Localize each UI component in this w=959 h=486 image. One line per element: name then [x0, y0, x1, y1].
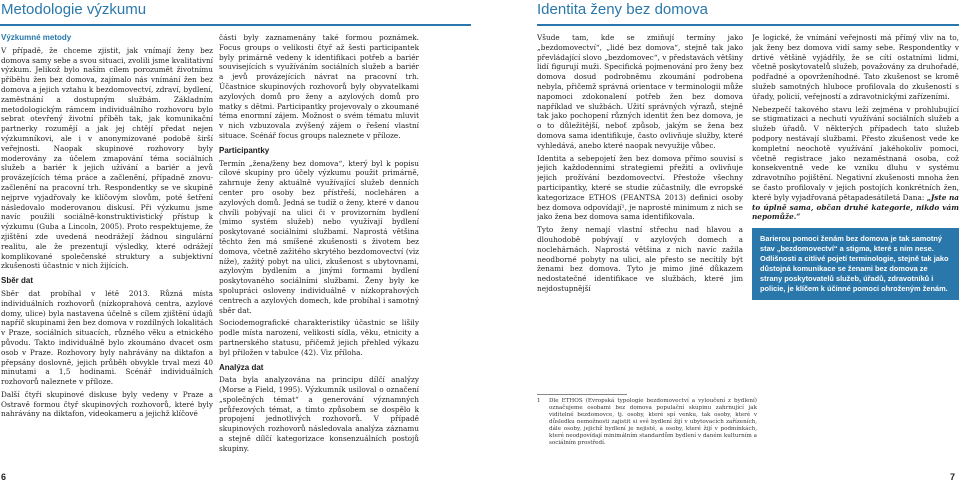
paragraph-characteristics: Sociodemografické charakteristiky účastnic se lišily podle místa narození, velikosti sídla, věku, etnicity a partnerského statusu, přičemž jejich přehled výkazu byl přiložen v tabulce (42). Viz příloha. [219, 318, 419, 357]
heading-research-methods: Výzkumné metody [1, 33, 72, 42]
paragraph-identity-2: Identita a sebepojetí žen bez domova přímo souvisí s jejich každodenními strategiemi přežití a ovlivňuje jejich prožívání bezdomovectví. Přestože všechny participantky, které se studie zúčastnily, dle evropské kategorizace ETHOS (FEANTSA 2013) definici osoby bez domova odpovídají¹, je naprosté minimum z nich se jako žena bez domova sama identifikovala. [537, 153, 743, 222]
column-4 [752, 33, 959, 405]
paragraph-methods: V případě, že chceme zjistit, jak vnímají ženy bez domova samy sebe a svou situaci, zvolili jsme kvalitativní výzkum. Jelikož bylo naším cílem porozumět životnímu příběhu žen bez domova, zajímalo nás vnímání žen bez domova a jejich vztahu k bezdomovectví, zdraví, bydlení, zaměstnání a dostupným službám. Základním metodologickým rámcem individuálního rozhovoru bylo sebrat otevřený životní příběh tak, jak komunikační partnerky rozumějí a jak jej chtějí předat nejen výzkumníkovi, ale i v anonymizované podobě širší veřejnosti. Naopak skupinové rozhovory byly moderovány za účelem zmapování téma sociálních služeb a bariér k jejich užívání a bariér a jevů provázejících téma práce a začlenění, případně znovu-začlenění na pracovní trh. Respondentky se ve skupině nejprve vyjadřovaly ke klíčovým slovům, poté šetření následovalo moderovanou diskusí. Při výzkumu jsme navíc použili sociálně-konstruktivistický přístup k výzkumu (Guba a Lincoln, 2005). Proto respektujeme, že zjištění zde uvedená neodrážejí žádnou singulární realitu, ale že prezentují výsledky, které odrážejí komplikované společenské struktury a subjektivní zkušenosti účastnic v nich žijících. [1, 45, 213, 271]
highlight-callout: Barierou pomoci ženám bez domova je tak samotný stav „bezdomovectví“ a stigma, které s ním nese. Odlišnosti a citlivé pojetí terminologie, stejně tak jako důstojná komunikace se ženami bez domova ze strany poskytovatelů služeb, úřadů, zdravotníků i policie, je klíčem k účinné pomoci ohroženým ženám. [752, 228, 959, 300]
paragraph-perception: Je logické, že vnímání veřejnosti má přímý vliv na to, jak ženy bez domova vidí samy sebe. Respondentky v drtivé většině vyjádřily, že se cítí ostatními lidmi, včetně poskytovatelů služeb, považovány za druhořadé, podřadné a opovrženíhodné. Tato zkušenost se kromě služeb samotných hluboce profilovala do zkušeností s úřady, policií, veřejností a zdravotnickými zařízeními. [752, 33, 959, 101]
column-1 [1, 33, 213, 479]
right-header-rule [537, 24, 959, 26]
paragraph-data-collection-2: Další čtyři skupinové diskuse byly vedeny v Praze a Ostravě formou čtyř skupinových rozhovorů, které byly nahrávány na diktafon, videokameru a jejichž klíčové [1, 389, 213, 419]
heading-data-collection: Sběr dat [1, 276, 34, 286]
paragraph-stigma-text: Nebezpečí takového stavu leží zejména v prohlubující se stigmatizaci a nechuti využívání sociálních služeb a služeb úřadů. V některých případech tato služeb podpory nestávají službami. Přesto zkušenost vede ke kompletní neochotě využívání jakéhokoliv pomoci, včetně registrace jako nezaměstnaná osoba, což konsekventně vede ke vzniku dluhu v systému zdravotního pojištění. Negativní zkušenosti mnoha žen se často profilovaly v jejich postojích konkrétních žen, které byly vyjadřovaná pětapadesátiletá Dana: [752, 104, 959, 202]
paragraph-identity-1: Všude tam, kde se zmiňují termíny jako „bezdomovectví“, „lidé bez domova“, stejně tak jako převládající slovo „bezdomovec“, v představách většiny lidí figurují muži. Specifická pojmenování pro ženy bez domova dosud podrobněmu zkoumání podrobena nebyla, přičemž správná orientace v terminologii může napomoci zdokonalení potřeb žen bez domova například ve službách. Užití správných výrazů, stejně tak jako pochopení různých identit žen bez domova, je o to důležitější, neboť způsob, jakým se žena bez domova sama identifikuje, často ovlivňuje služby, které vyhledává, anebo které naopak nevyužije vůbec. [537, 33, 743, 150]
paragraph-data-collection-1: Sběr dat probíhal v létě 2013. Různá místa individuálních rozhovorů (nízkoprahová centra, azylové domy, ulice) byla nastavena účelně s cílem zjištění údajů napříč skupinami žen bez domova v rozdílných lokalitách v Praze, sociálních situacích, různého věku a etnického původu. Takto individuálně bylo zkoumáno dvacet osm osob v Praze. Rozhovory byly nahrávány na diktafon a přepsány doslovně, jejich průběh obvykle trval mezi 40 minutami a 1,5 hodinami. Scénář individuálních rozhovorů naleznete v příloze. [1, 288, 213, 387]
paragraph-analysis: Data byla analyzována na principu dílčí analýzy (Morse a Field, 1995). Výzkumník usiloval o označení „společných témat“ a generování významných průřezových témat, a tímto způsobem se dospělo k propojení jednotlivých rozhovorů. V případě skupinových rozhovorů následovala analýza záznamu a stejně dílčí kategorizace konsenzuálních postojů skupiny. [219, 375, 419, 453]
page-number-left: 6 [1, 472, 7, 482]
footnote-text: Dle ETHOS (Evropská typologie bezdomovectví a vyloučení z bydlení) označujeme osobami bez domova populační skupinu zahrnující jak viditelné bezdomovce, tj. osoby, které spí venku, tak osoby, které v důsledku nemožnosti zajistit si své bydlení žijí v ubytovacích zařízeních, dále osoby, jejichž bydlení je nejisté, a osoby, které žijí v podmínkách, které neodpovídají minimálním standardům bydlení v daném kulturním a sociálním prostředí. [549, 398, 757, 446]
footnote-rule [537, 394, 627, 395]
quote-dana: „Jste na to úplně sama, občan druhé kategorie, nikdo vám nepomůže.“ [752, 192, 959, 222]
column-2 [219, 33, 419, 479]
heading-participants: Participantky [219, 145, 270, 155]
footnote [537, 398, 757, 447]
paragraph-stigma [752, 105, 959, 223]
right-page-title: Identita ženy bez domova [537, 1, 708, 18]
footnote-number: 1 [537, 398, 541, 404]
paragraph-identity-3: Tyto ženy nemají vlastní střechu nad hlavou a dlouhodobě pobývají v azylových domech a noclehárnách. Naprostá většina z nich navíc zažila neodborné pobyty na ulici, ale přesto se necítily být ženami bez domova. Tyto je mimo jiné důkazem nedostatečné identifikace ve službách, které jim nejdostupnější [537, 225, 743, 293]
paragraph-participants: Termín „žena/ženy bez domova“, který byl k popisu cílové skupiny pro účely výzkumu použit primárně, zahrnuje ženy aktuálně využívající služeb denních center pro osoby bez přístřeší, nocleháren a azylových domů. Jedná se tudíž o ženy, které v danou chvíli pobývají na ulici či v provizorním bydlení (mimo systém služeb) nebo využívají bydlení poskytované sociálními službami. Naprostá většina těchto žen má smíšené zkušenosti s životem bez domova, včetně zažitého skrytého bezdomovectví (viz níže), zažitý pobyt na ulici, zkušenost s ubytovnami, azylovým bydlením a jinými formami bydlení poskytovaného sociálními službami. Ženy byly ke spolupráci osloveny individuálně v nízkoprahových centrech a azylových domech, kde probíhal i samotný sběr dat. [219, 158, 419, 315]
page-number-right: 7 [950, 472, 956, 482]
heading-analysis: Analýza dat [219, 362, 264, 372]
column-3 [537, 33, 743, 405]
left-header-rule [0, 24, 471, 26]
paragraph-focus-groups: části byly zaznamenány také formou poznámek. Focus groups o velikosti čtyř až šesti participantek byly primárně vedeny k identifikaci potřeb a bariér souvisejících s využíváním sociálních služeb a bariér a jevů provázejících návrat na pracovní trh. Účastnice skupinových rozhovorů byly obyvatelkami azylových domů pro ženy a azylových domů pro matky s dětmi. Participantky projevovaly o zkoumané téma enormní zájem. Možnost o svém tématu mluvit v nich vzbuzovala zvýšený zájem o řešení vlastní situace. Scénář focus groups naleznete v příloze. [219, 33, 419, 140]
left-page-title: Metodologie výzkumu [1, 1, 147, 18]
